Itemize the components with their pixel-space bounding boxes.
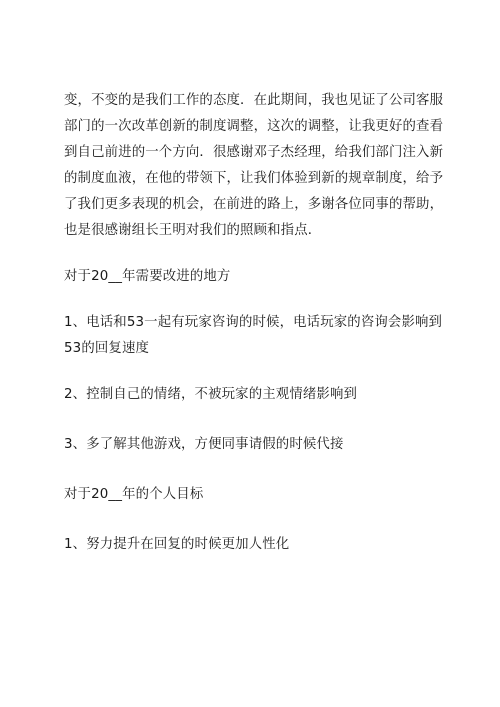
intro-line: 部门的一次改革创新的制度调整，这次的调整，让我更好的查看 xyxy=(64,119,444,134)
list-item-line: 53的回复速度 xyxy=(64,341,150,356)
intro-line: 到自己前进的一个方向．很感谢邓子杰经理，给我们部门注入新 xyxy=(64,145,444,160)
list-item: 2、控制自己的情绪，不被玩家的主观情绪影响到 xyxy=(64,387,358,402)
intro-line: 的制度血液，在他的带领下，让我们体验到新的规章制度，给予 xyxy=(64,171,444,186)
section-heading-improvements: 对于20__年需要改进的地方 xyxy=(64,269,231,284)
intro-line: 了我们更多表现的机会，在前进的路上，多谢各位同事的帮助， xyxy=(64,197,444,212)
intro-paragraph xyxy=(64,88,444,244)
list-item: 3、多了解其他游戏，方便同事请假的时候代接 xyxy=(64,437,344,452)
document-body xyxy=(64,88,444,558)
intro-line: 也是很感谢组长王明对我们的照顾和指点． xyxy=(64,223,322,238)
section-heading-goals: 对于20__年的个人目标 xyxy=(64,487,204,502)
list-item-line: 1、电话和53一起有玩家咨询的时候，电话玩家的咨询会影响到 xyxy=(64,315,443,330)
intro-line: 变，不变的是我们工作的态度．在此期间，我也见证了公司客服 xyxy=(64,93,444,108)
list-item xyxy=(64,310,444,362)
list-item: 1、努力提升在回复的时候更加人性化 xyxy=(64,537,290,552)
